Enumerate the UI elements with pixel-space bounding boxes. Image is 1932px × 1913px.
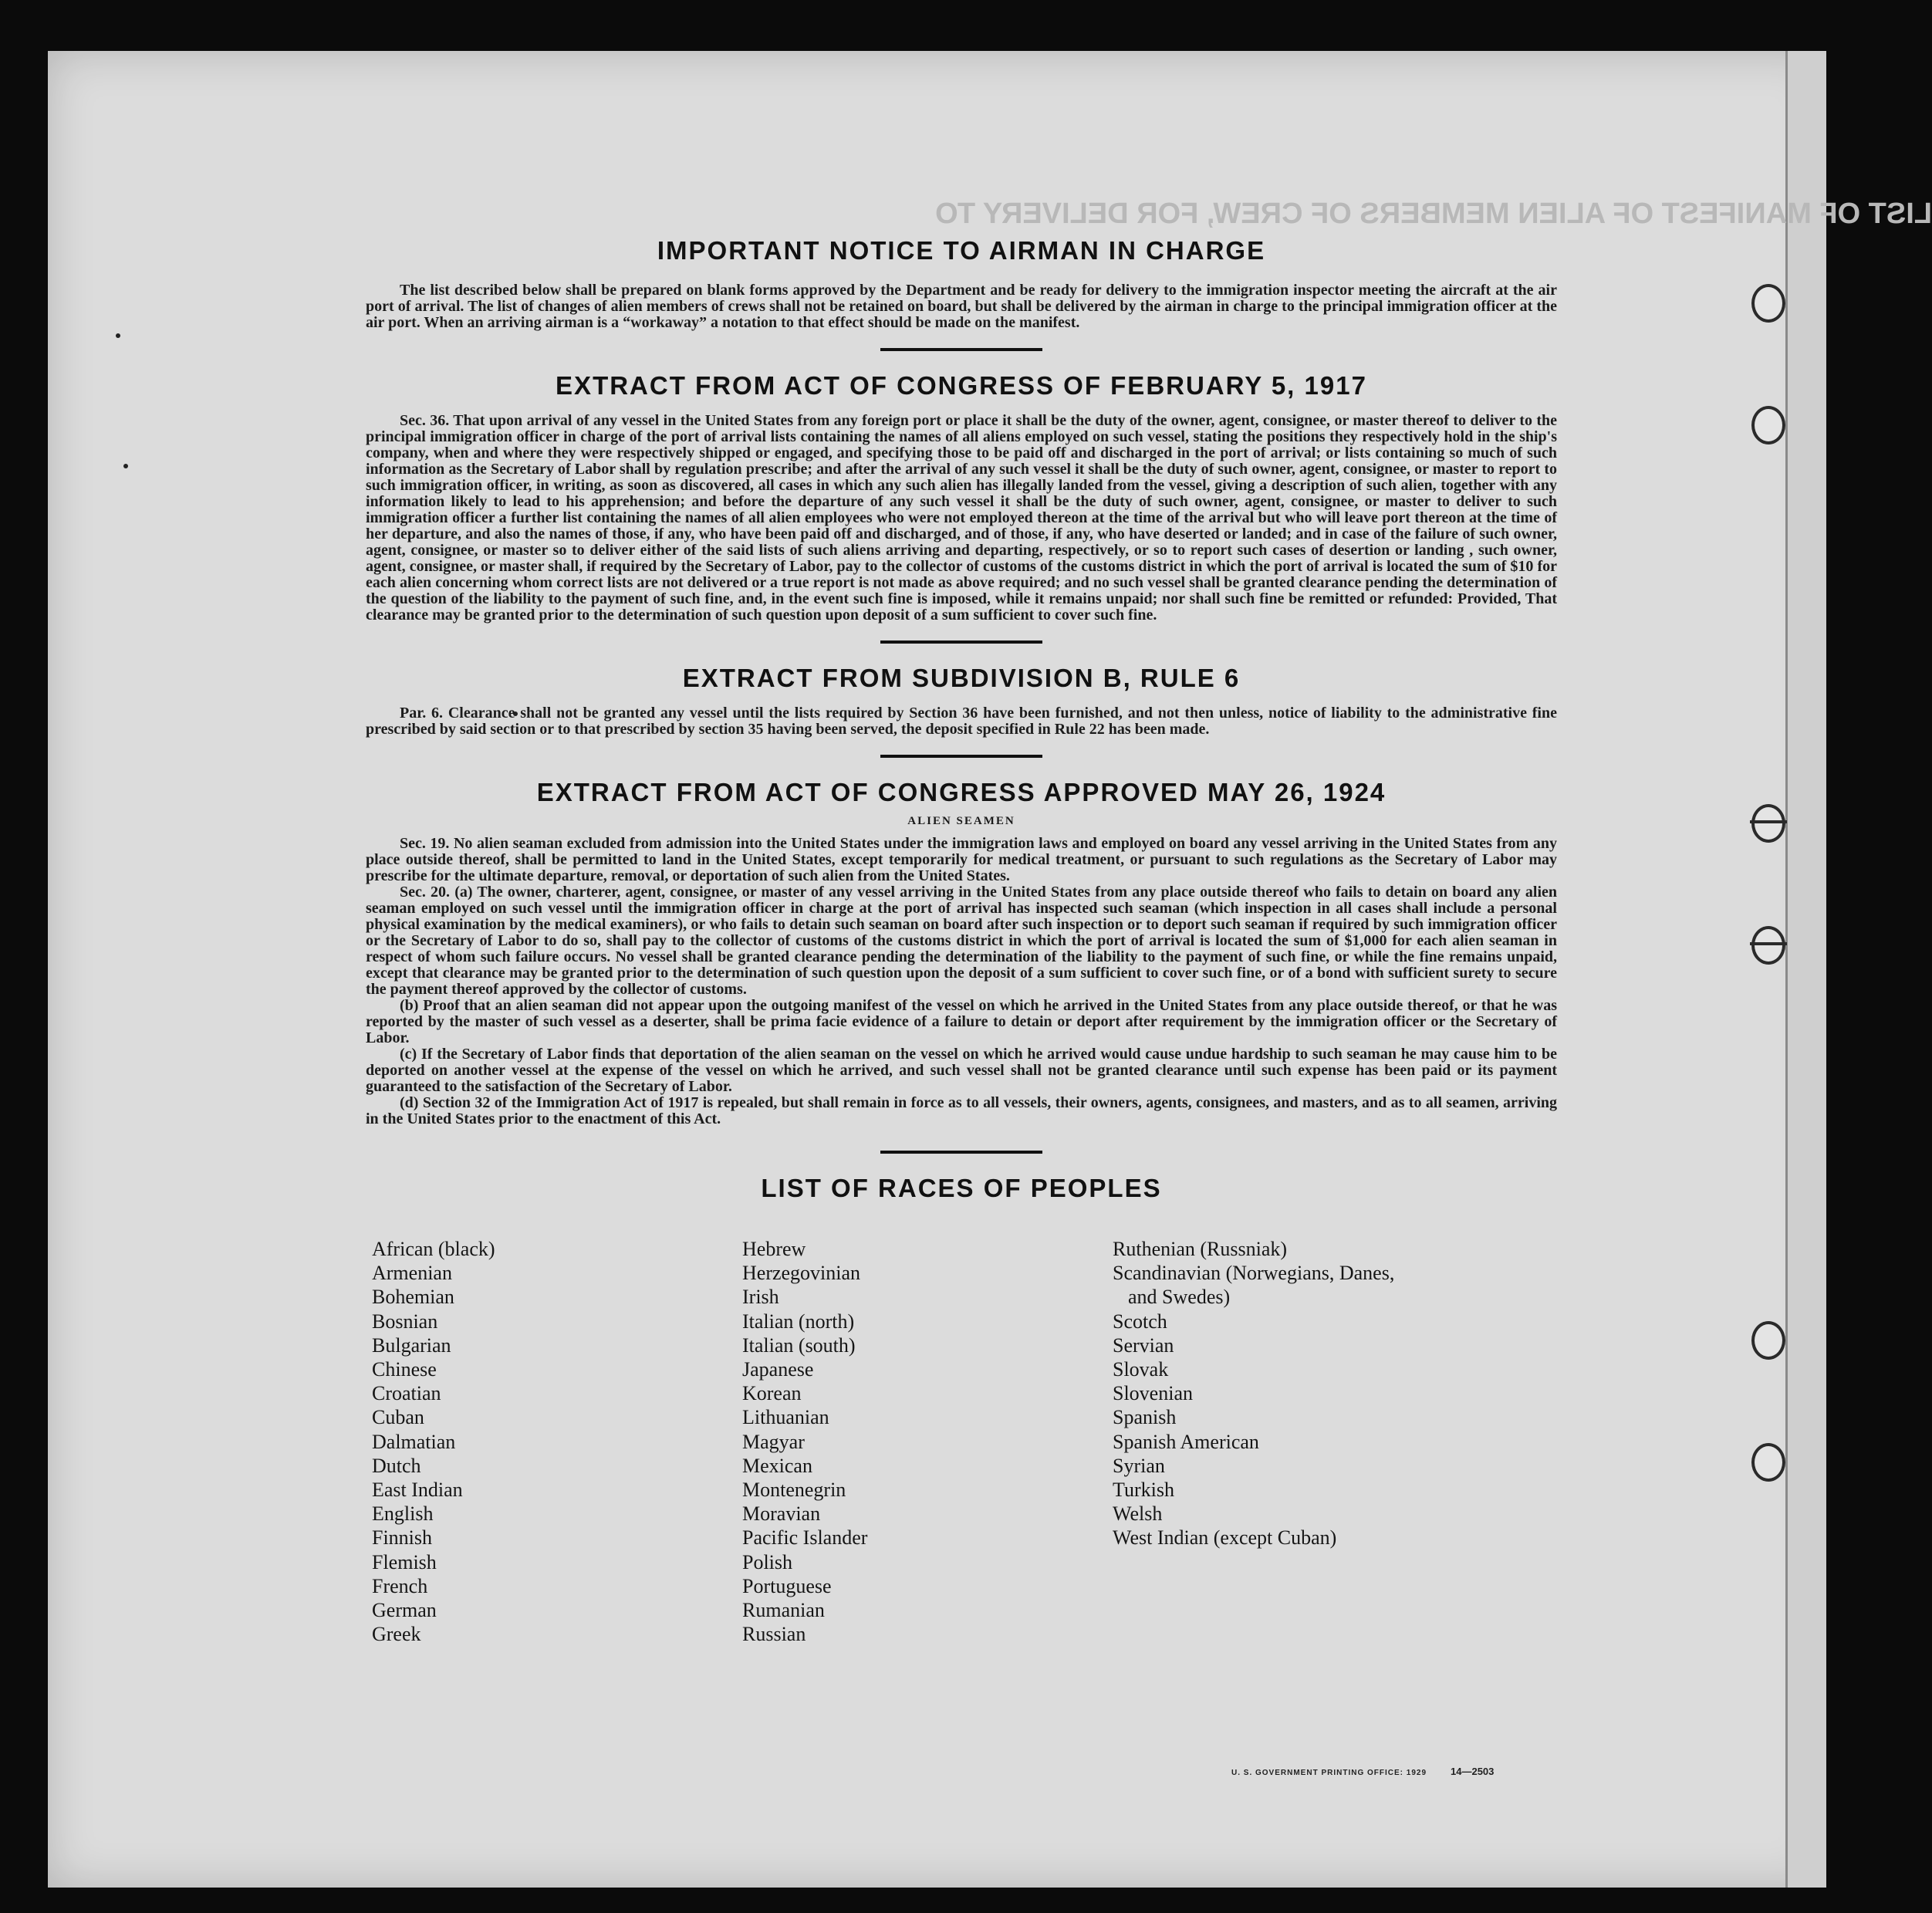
race-item: African (black) bbox=[372, 1238, 495, 1260]
binder-hole-icon bbox=[1751, 804, 1785, 843]
act-1917-section bbox=[366, 371, 1557, 624]
page-edge-strip bbox=[1785, 51, 1826, 1888]
race-item: Rumanian bbox=[742, 1599, 825, 1622]
section-divider bbox=[880, 1151, 1042, 1154]
race-item: Turkish bbox=[1113, 1479, 1174, 1502]
alien-seamen-subtitle: ALIEN SEAMEN bbox=[907, 815, 1015, 827]
race-item: Herzegovinian bbox=[742, 1262, 861, 1285]
act-1924-section bbox=[366, 778, 1557, 1127]
ink-mark bbox=[123, 464, 128, 468]
race-item: Korean bbox=[742, 1382, 802, 1405]
race-item bbox=[1113, 1261, 1468, 1309]
race-item: Bulgarian bbox=[372, 1333, 451, 1357]
races-column-2 bbox=[742, 1237, 1113, 1646]
race-item: Portuguese bbox=[742, 1574, 832, 1597]
race-item: Lithuanian bbox=[742, 1406, 829, 1429]
binder-hole-icon bbox=[1751, 406, 1785, 444]
race-item: Greek bbox=[372, 1623, 421, 1646]
races-title: LIST OF RACES OF PEOPLES bbox=[761, 1174, 1162, 1202]
races-columns bbox=[372, 1237, 1557, 1646]
act-1924-sec20d: (d) Section 32 of the Immigration Act of 1917 is repealed, but shall remain in force as to all vessels, their owners, agents, consignees, and masters, and as to all seamen, arriving in the United States prior to the enactment of this Act. bbox=[366, 1094, 1557, 1127]
race-item: German bbox=[372, 1599, 437, 1622]
race-item: Armenian bbox=[372, 1262, 452, 1285]
binder-hole-icon bbox=[1751, 1321, 1785, 1360]
notice-body: The list described below shall be prepared on blank forms approved by the Department and be ready for delivery to the immigration inspector meeting the aircraft at the air port of arrival. The list of changes of alien members of crews shall not be retained on board, but shall be delivered by the airman in charge to the principal immigration officer at the air port. When an arriving airman is a “workaway” a notation to that effect should be made on the manifest. bbox=[366, 282, 1557, 331]
act-1924-sec20b: (b) Proof that an alien seaman did not appear upon the outgoing manifest of the vessel on which he arrived in the United States from any place outside thereof, or that he was reported by the master of such vessel as a deserter, shall be prima facie evidence of a failure to detain or deport after requirement by the immigration officer or the Secretary of Labor. bbox=[366, 997, 1557, 1046]
section-divider bbox=[880, 640, 1042, 644]
race-item: Scotch bbox=[1113, 1310, 1167, 1333]
race-item-line: Scandinavian (Norwegians, Danes, bbox=[1113, 1262, 1395, 1285]
act-1917-sec36: Sec. 36. That upon arrival of any vessel in the United States from any foreign port or place it shall be the duty of the owner, agent, consignee, or master thereof to deliver to the principal immigration officer in charge of the port of arrival lists containing the names of all aliens employed on such vessel, stating the positions they respectively hold in the ship's company, when and where they were respectively shipped or engaged, and specifying those to be paid off and discharged in the port of arrival; or lists containing so much of such information as the Secretary of Labor shall by regulation prescribe; and after the arrival of any such vessel it shall be the duty of such owner, agent, consignee, or master to report to such immigration officer, in writing, as soon as discovered, all cases in which any such alien has illegally landed from the vessel, giving a description of such alien, together with any information likely to lead to his apprehension; and before the departure of any such vessel it shall be the duty of such owner, agent, consignee, or master to deliver to such immigration officer a further list containing the names of all alien employees who were not employed thereon at the time of the arrival but who will leave port thereon at the time of her departure, and also the names of those, if any, who have been paid off and discharged, and of those, if any, who have deserted or landed; and in case of the failure of such owner, agent, consignee, or master so to deliver either of the said lists of such aliens arriving and departing, respectively, or so to report such cases of desertion or landing , such owner, agent, consignee, or master shall, if required by the Secretary of Labor, pay to the collector of customs of the customs district in which the port of arrival is located the sum of $10 for each alien concerning whom correct lists are not delivered or a true report is not made as above required; and no such vessel shall be granted clearance pending the determination of the question of the liability to the payment of such fine, and, in the event such fine is imposed, while it remains unpaid; nor shall such fine be remitted or refunded: Provided, That clearance may be granted prior to the determination of such question upon deposit of a sum sufficient to cover such fine. bbox=[366, 412, 1557, 624]
race-item: Servian bbox=[1113, 1333, 1174, 1357]
race-item: French bbox=[372, 1574, 428, 1597]
race-item: Bosnian bbox=[372, 1310, 438, 1333]
race-item: Spanish bbox=[1113, 1406, 1177, 1429]
race-item: Pacific Islander bbox=[742, 1526, 868, 1550]
race-item: Spanish American bbox=[1113, 1430, 1259, 1453]
race-item: Slovak bbox=[1113, 1358, 1169, 1381]
act-1924-title: EXTRACT FROM ACT OF CONGRESS APPROVED MAY 26, 1924 bbox=[536, 778, 1387, 806]
race-item: Moravian bbox=[742, 1502, 821, 1526]
rule-6-section bbox=[366, 664, 1557, 738]
races-column-1 bbox=[372, 1237, 742, 1646]
notice-title: IMPORTANT NOTICE TO AIRMAN IN CHARGE bbox=[657, 236, 1266, 265]
race-item: Irish bbox=[742, 1286, 779, 1309]
race-item: Montenegrin bbox=[742, 1479, 846, 1502]
race-item: Chinese bbox=[372, 1358, 437, 1381]
race-item: Slovenian bbox=[1113, 1382, 1193, 1405]
section-divider bbox=[880, 755, 1042, 758]
binder-hole-icon bbox=[1751, 926, 1785, 965]
race-item: Japanese bbox=[742, 1358, 814, 1381]
document-page bbox=[48, 51, 1932, 1888]
race-item: Magyar bbox=[742, 1430, 805, 1453]
race-item: Italian (south) bbox=[742, 1333, 856, 1357]
race-item-line: and Swedes) bbox=[1128, 1286, 1231, 1309]
bleedthrough-text: LIST OF MANIFEST OF ALIEN MEMBERS OF CREW, FOR DELIVERY TO bbox=[935, 198, 1932, 230]
race-item: Bohemian bbox=[372, 1286, 454, 1309]
document-body bbox=[366, 184, 1557, 1646]
binder-hole-icon bbox=[1751, 1443, 1785, 1482]
race-item: Finnish bbox=[372, 1526, 433, 1550]
race-item: Polish bbox=[742, 1550, 793, 1573]
race-item: Russian bbox=[742, 1623, 806, 1646]
act-1924-sec20a: Sec. 20. (a) The owner, charterer, agent, consignee, or master of any vessel arriving in the United States from any place outside thereof who fails to detain on board any alien seaman employed on such vessel until the immigration officer in charge at the port of arrival has inspected such seaman (which inspection in all cases shall include a personal physical examination by the medical examiners), or who fails to detain such seaman on board after such inspection or to deport such seaman if required by such immigration officer or the Secretary of Labor to do so, shall pay to the collector of customs of the customs district in which the port of arrival is located the sum of $1,000 for each alien seaman in respect of whom such failure occurs. No vessel shall be granted clearance pending the determination of the liability to the payment of such fine, or while the fine remains unpaid, except that clearance may be granted prior to the determination of such question upon the deposit of a sum sufficient to cover such fine, or of a bond with sufficient surety to secure the payment thereof approved by the collector of customs. bbox=[366, 884, 1557, 998]
form-code: 14—2503 bbox=[1451, 1766, 1495, 1777]
race-item: Dalmatian bbox=[372, 1430, 456, 1453]
race-item: Cuban bbox=[372, 1406, 424, 1429]
races-column-3 bbox=[1113, 1237, 1468, 1646]
act-1917-title: EXTRACT FROM ACT OF CONGRESS OF FEBRUARY 5, 1917 bbox=[556, 371, 1367, 400]
act-1924-sec19: Sec. 19. No alien seaman excluded from admission into the United States under the immigration laws and employed on board any vessel arriving in the United States from any place outside thereof, shall be permitted to land in the United States, except temporarily for medical treatment, or pursuant to such regulations as the Secretary of Labor may prescribe for the ultimate departure, removal, or deportation of such alien from the United States. bbox=[366, 835, 1557, 884]
rule-6-title: EXTRACT FROM SUBDIVISION B, RULE 6 bbox=[682, 664, 1241, 692]
race-item: Flemish bbox=[372, 1550, 437, 1573]
race-item: Ruthenian (Russniak) bbox=[1113, 1238, 1288, 1260]
rule-6-par6: Par. 6. Clearance shall not be granted any vessel until the lists required by Section 36 have been furnished, and not then unless, notice of liability to the administrative fine prescribed by said section or to that prescribed by section 35 having been served, the deposit specified in Rule 22 has been made. bbox=[366, 705, 1557, 738]
race-item: Dutch bbox=[372, 1454, 421, 1477]
race-item: East Indian bbox=[372, 1479, 463, 1502]
binder-hole-icon bbox=[1751, 284, 1785, 323]
notice-section bbox=[366, 236, 1557, 331]
act-1924-sec20c: (c) If the Secretary of Labor finds that deportation of the alien seaman on the vessel on which he arrived would cause undue hardship to such seaman he may cause him to be deported on another vessel at the expense of the vessel on which he arrived, and such vessel shall not be granted clearance until such expense has been paid or its payment guaranteed to the satisfaction of the Secretary of Labor. bbox=[366, 1046, 1557, 1095]
race-item: Croatian bbox=[372, 1382, 441, 1405]
race-item: West Indian (except Cuban) bbox=[1113, 1526, 1337, 1550]
race-item: Welsh bbox=[1113, 1502, 1163, 1526]
race-item: Mexican bbox=[742, 1454, 812, 1477]
section-divider bbox=[880, 348, 1042, 351]
races-section bbox=[366, 1174, 1557, 1646]
printer-imprint: U. S. GOVERNMENT PRINTING OFFICE: 1929 bbox=[1231, 1769, 1427, 1777]
race-item: Syrian bbox=[1113, 1454, 1165, 1477]
race-item: Italian (north) bbox=[742, 1310, 855, 1333]
race-item: Hebrew bbox=[742, 1238, 806, 1260]
ink-mark bbox=[116, 333, 120, 338]
race-item: English bbox=[372, 1502, 434, 1526]
